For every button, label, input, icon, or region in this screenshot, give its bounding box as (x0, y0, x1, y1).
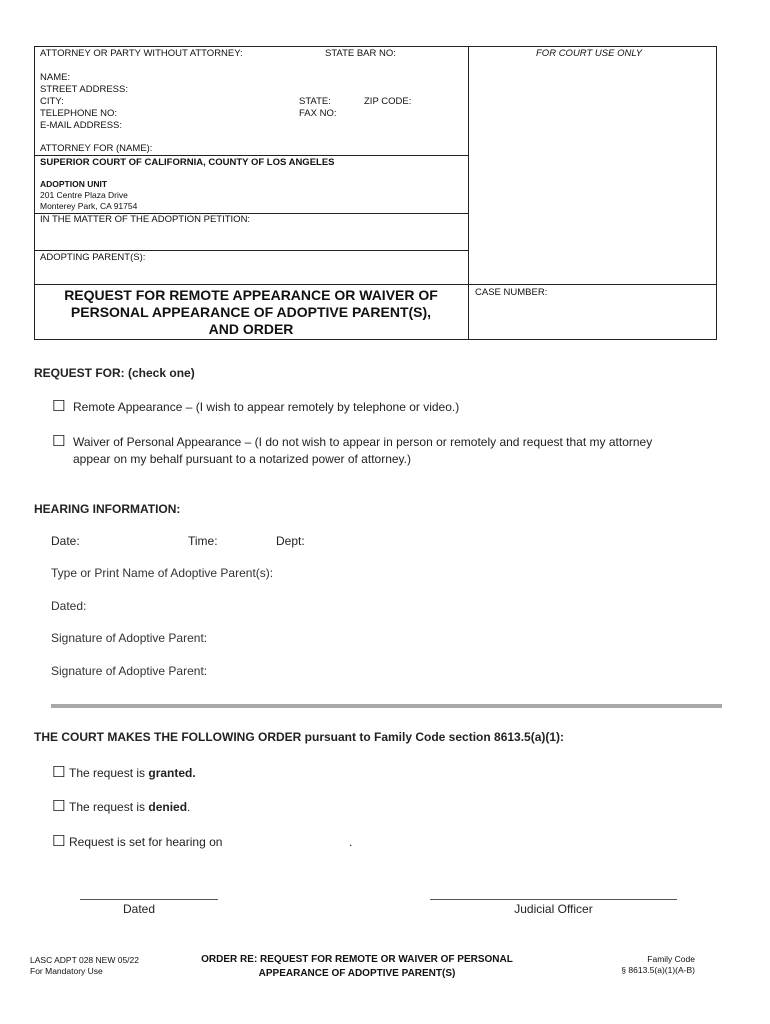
footer-title-line-2: APPEARANCE OF ADOPTIVE PARENT(S) (258, 968, 456, 979)
denied-word: denied (148, 800, 188, 814)
signature-2-label: Signature of Adoptive Parent: (51, 664, 208, 678)
set-hearing-label: Request is set for hearing on (69, 835, 223, 849)
fax-label: FAX NO: (299, 108, 337, 119)
caption-divider-title (34, 284, 717, 285)
order-heading (34, 730, 564, 744)
caption-box-top (34, 46, 717, 47)
waiver-label-line-1: Waiver of Personal Appearance – (I do not wish to appear in person or remotely and request that my attorney (73, 435, 653, 449)
mandatory-use: For Mandatory Use (30, 966, 103, 976)
family-code-line-1: Family Code (647, 954, 695, 964)
hearing-time-label: Time: (188, 534, 218, 548)
hearing-heading: HEARING INFORMATION: (34, 502, 181, 516)
denied-prefix: The request is (69, 800, 149, 814)
dated-signature-line (80, 899, 218, 900)
court-use-label: FOR COURT USE ONLY (536, 48, 643, 59)
caption-divider-parents (34, 250, 468, 251)
judicial-officer-label: Judicial Officer (514, 902, 593, 916)
state-bar-label: STATE BAR NO: (325, 48, 396, 59)
court-address-1: 201 Centre Plaza Drive (40, 190, 128, 200)
signature-1-label: Signature of Adoptive Parent: (51, 631, 208, 645)
family-code-reference (590, 954, 695, 975)
telephone-label: TELEPHONE NO: (40, 108, 118, 119)
remote-appearance-label: Remote Appearance – (I wish to appear remotely by telephone or video.) (73, 400, 460, 414)
caption-divider-court (34, 155, 468, 156)
state-label: STATE: (299, 96, 331, 107)
granted-word: granted. (148, 766, 196, 780)
denied-checkbox[interactable]: ☐ (52, 798, 66, 815)
order-dated-label: Dated (122, 902, 156, 916)
request-heading: REQUEST FOR: (check one) (34, 366, 195, 380)
set-hearing-checkbox[interactable]: ☐ (52, 833, 66, 850)
form-title (34, 287, 468, 338)
street-label: STREET ADDRESS: (40, 84, 128, 95)
case-number-label: CASE NUMBER: (475, 287, 548, 298)
attorney-for-label: ATTORNEY FOR (NAME): (40, 143, 153, 154)
waiver-label-line-2: appear on my behalf pursuant to a notarized power of attorney.) (73, 452, 411, 466)
denied-suffix: . (187, 800, 191, 814)
form-title-line-1: REQUEST FOR REMOTE APPEARANCE OR WAIVER OF (64, 287, 438, 303)
parent-name-label: Type or Print Name of Adoptive Parent(s): (51, 566, 274, 580)
caption-box-bottom (34, 339, 717, 340)
court-unit: ADOPTION UNIT (40, 179, 108, 189)
judicial-officer-signature-line (430, 899, 677, 900)
denied-label (69, 800, 190, 814)
zip-label: ZIP CODE: (364, 96, 412, 107)
adopting-parents-label: ADOPTING PARENT(S): (40, 252, 146, 263)
footer-title-line-1: ORDER RE: REQUEST FOR REMOTE OR WAIVER OF PERSONAL (201, 954, 513, 965)
remote-appearance-checkbox[interactable]: ☐ (52, 398, 66, 415)
granted-prefix: The request is (69, 766, 149, 780)
caption-box-right (716, 46, 717, 339)
granted-label (69, 766, 196, 780)
city-label: CITY: (40, 96, 64, 107)
email-label: E-MAIL ADDRESS: (40, 120, 123, 131)
court-name: SUPERIOR COURT OF CALIFORNIA, COUNTY OF LOS ANGELES (40, 157, 335, 168)
court-address-2: Monterey Park, CA 91754 (40, 201, 138, 211)
granted-checkbox[interactable]: ☐ (52, 764, 66, 781)
caption-divider-vertical (468, 46, 469, 339)
footer-title (170, 953, 544, 981)
hearing-dept-label: Dept: (276, 534, 305, 548)
attorney-label: ATTORNEY OR PARTY WITHOUT ATTORNEY: (40, 48, 243, 59)
form-title-line-2: PERSONAL APPEARANCE OF ADOPTIVE PARENT(S), (70, 304, 432, 320)
name-label: NAME: (40, 72, 71, 83)
family-code-line-2: § 8613.5(a)(1)(A-B) (621, 964, 695, 975)
petition-label: IN THE MATTER OF THE ADOPTION PETITION: (40, 214, 251, 225)
set-hearing-period: . (349, 835, 353, 849)
dated-label: Dated: (51, 599, 87, 613)
form-title-line-3: AND ORDER (208, 321, 294, 337)
order-heading-rest: pursuant to Family Code section 8613.5(a)(1): (301, 730, 565, 744)
order-heading-bold: THE COURT MAKES THE FOLLOWING ORDER (34, 730, 302, 744)
section-divider (51, 704, 722, 708)
form-id: LASC ADPT 028 NEW 05/22 (30, 955, 139, 965)
hearing-date-label: Date: (51, 534, 80, 548)
waiver-checkbox[interactable]: ☐ (52, 433, 66, 450)
